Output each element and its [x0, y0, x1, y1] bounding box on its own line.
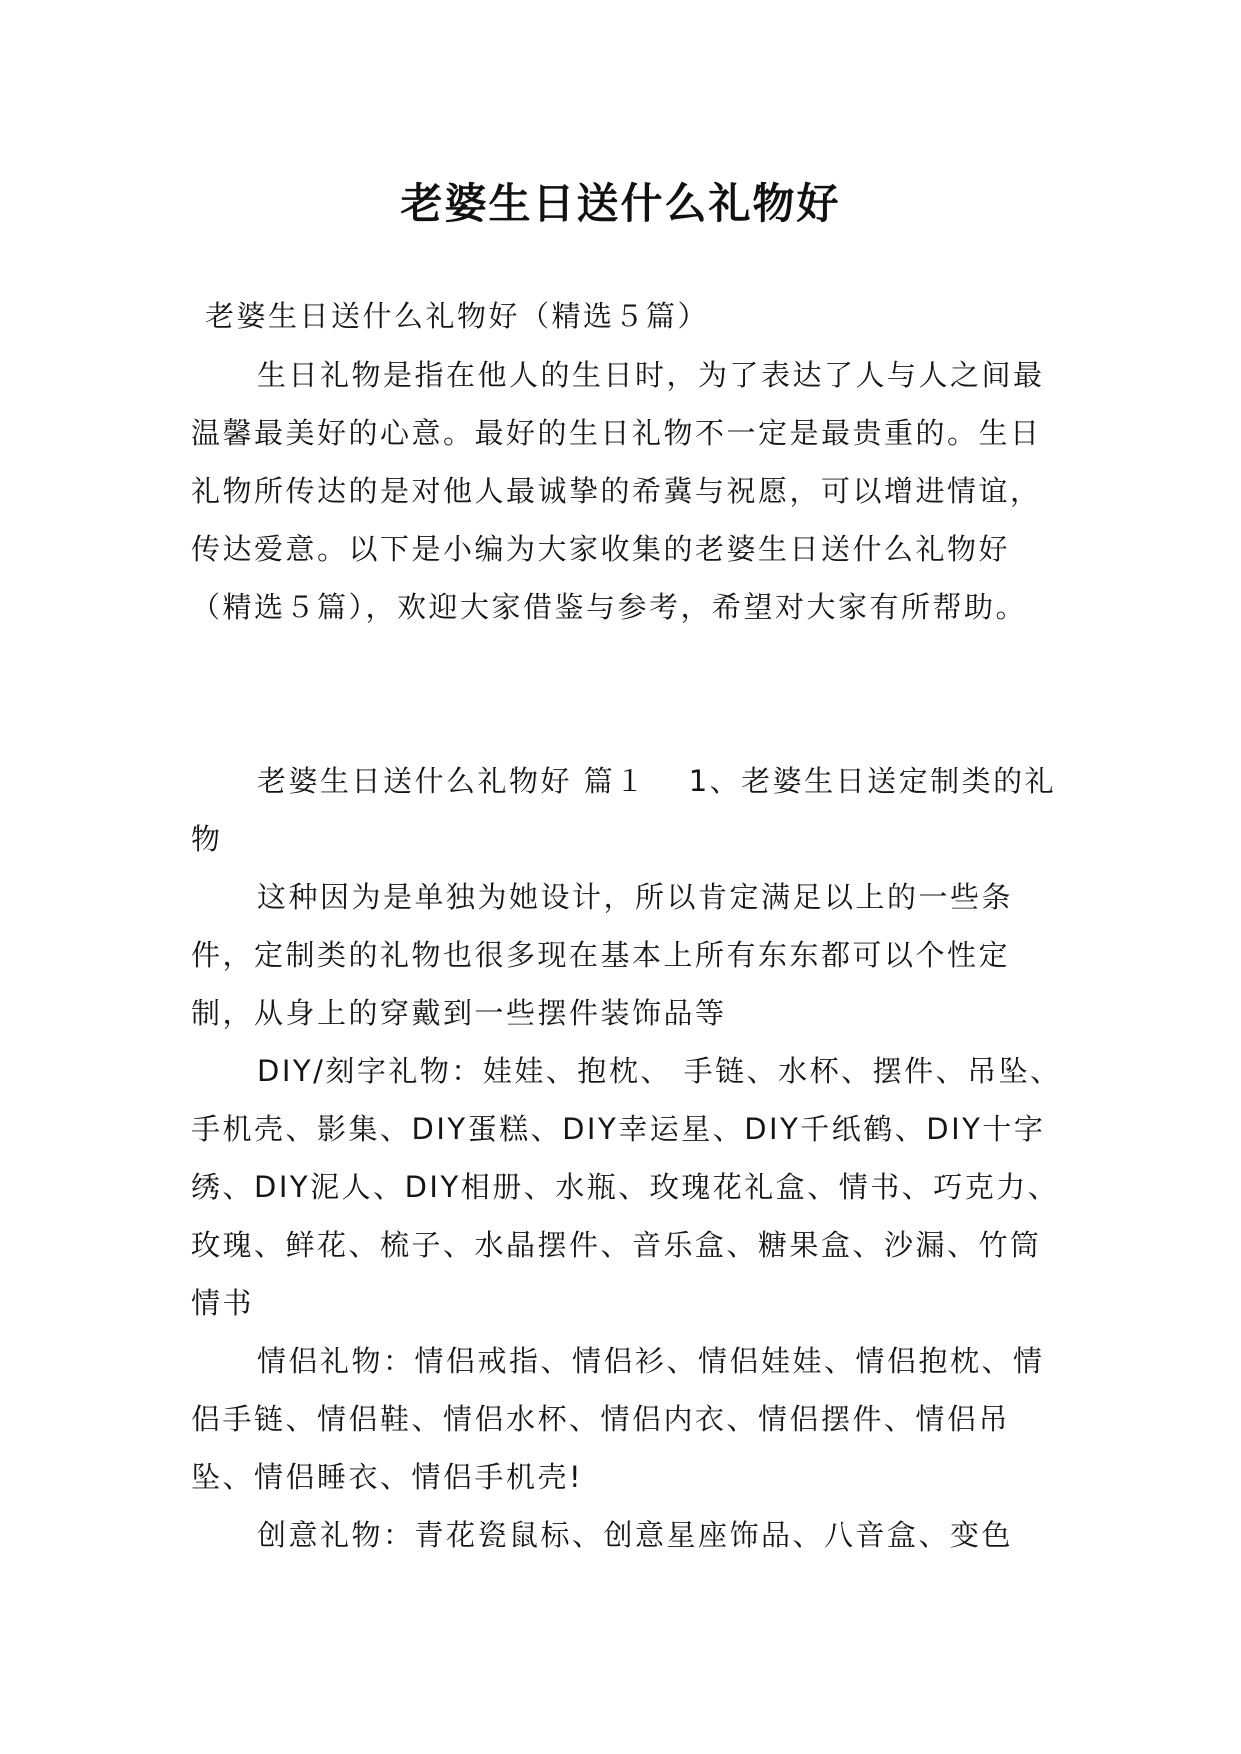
creative-gifts-paragraph: 创意礼物：青花瓷鼠标、创意星座饰品、八音盒、变色 [257, 1518, 1014, 1552]
document-title: 老婆生日送什么礼物好 [400, 179, 841, 229]
item-title: 1、老婆生日送定制类的礼物 [191, 764, 1057, 856]
section-heading-paragraph [191, 752, 1071, 868]
diy-gifts-paragraph: DIY/刻字礼物：娃娃、抱枕、 手链、水杯、摆件、吊坠、手机壳、影集、DIY蛋糕、DIY幸运星、DIY千纸鹤、DIY十字绣、DIY泥人、DIY相册、水瓶、玫瑰花礼盒、情书、巧克力、玫瑰、鲜花、梳子、水晶摆件、音乐盒、糖果盒、沙漏、竹筒情书 [191, 1054, 1062, 1320]
intro-paragraph: 生日礼物是指在他人的生日时，为了表达了人与人之间最温馨最美好的心意。最好的生日礼物不一定是最贵重的。生日礼物所传达的是对他人最诚挚的希冀与祝愿，可以增进情谊，传达爱意。以下是小编为大家收集的老婆生日送什么礼物好（精选５篇），欢迎大家借鉴与参考，希望对大家有所帮助。 [191, 358, 1045, 624]
description-paragraph: 这种因为是单独为她设计，所以肯定满足以上的一些条件，定制类的礼物也很多现在基本上所有东东都可以个性定制，从身上的穿戴到一些摆件装饰品等 [191, 880, 1014, 1030]
document-subtitle: 老婆生日送什么礼物好（精选５篇） [205, 299, 710, 333]
couple-gifts-paragraph: 情侣礼物：情侣戒指、情侣衫、情侣娃娃、情侣抱枕、情侣手链、情侣鞋、情侣水杯、情侣内衣、情侣摆件、情侣吊坠、情侣睡衣、情侣手机壳! [191, 1344, 1045, 1494]
section-heading: 老婆生日送什么礼物好 篇１ [257, 764, 647, 798]
